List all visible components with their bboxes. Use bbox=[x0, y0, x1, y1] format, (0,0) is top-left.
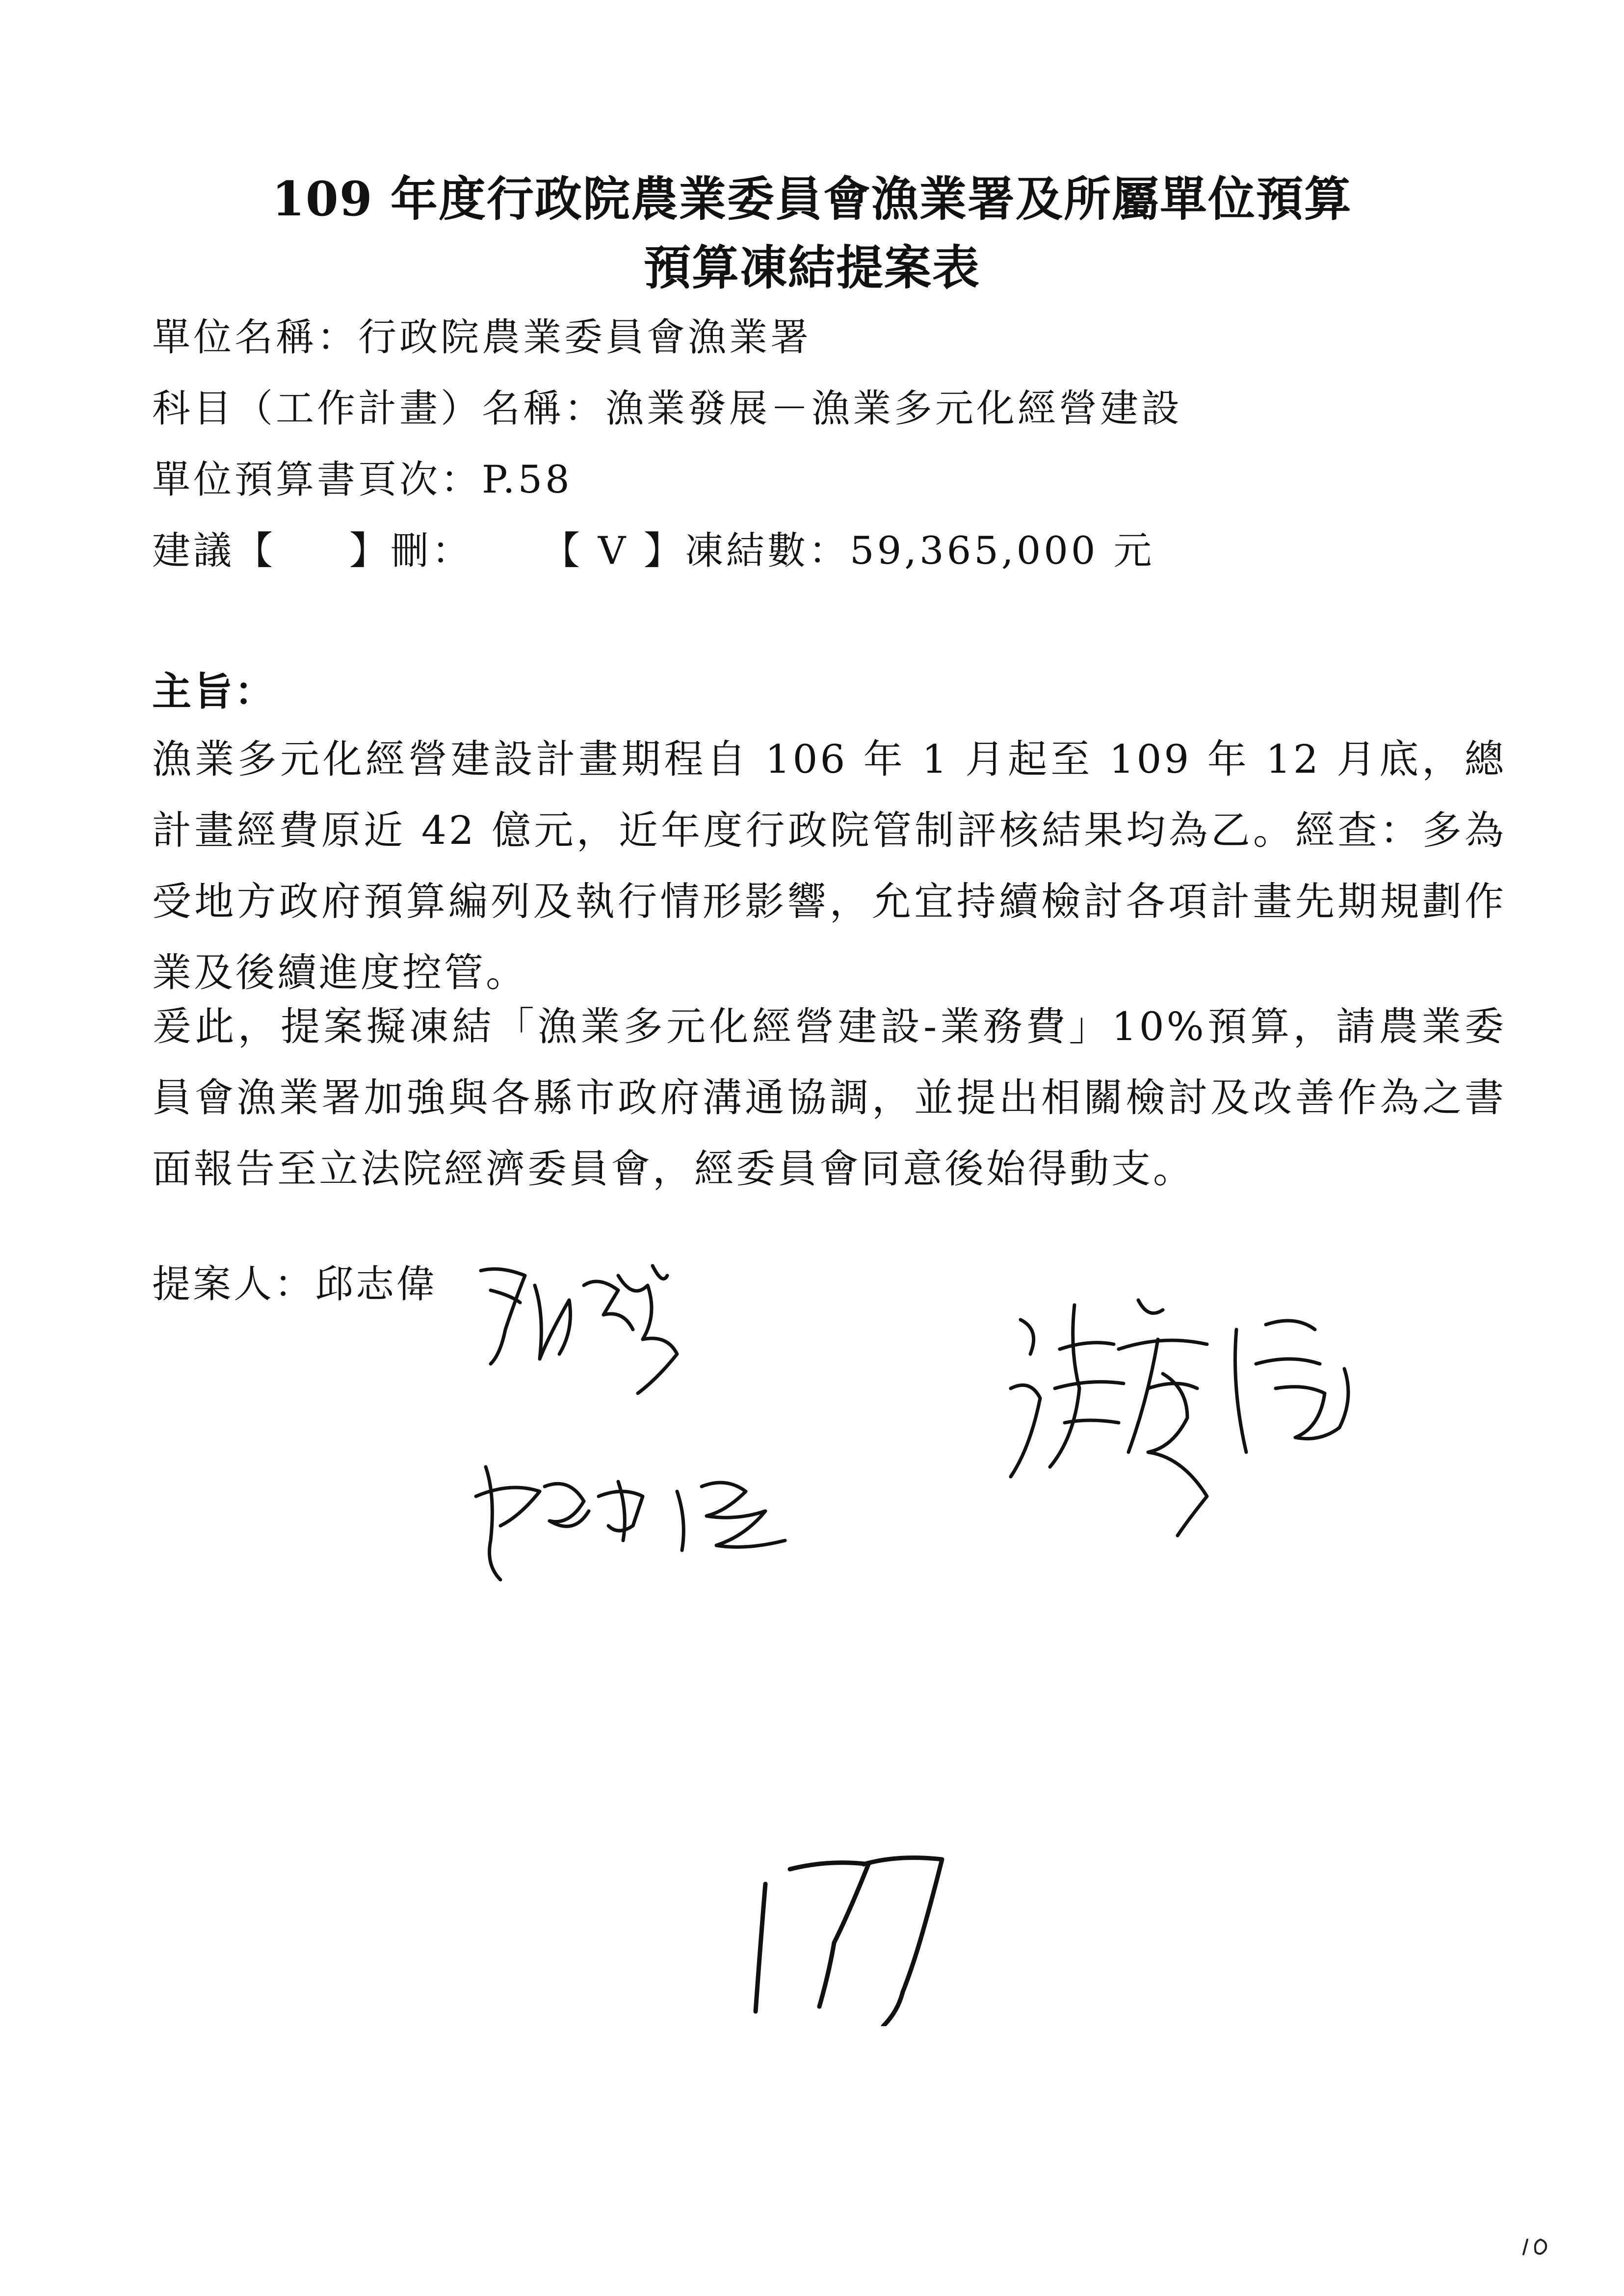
suggestion-line bbox=[152, 520, 1154, 575]
document-title: 109 年度行政院農業委員會漁業署及所屬單位預算 bbox=[272, 171, 1352, 227]
purpose-heading: 主旨： bbox=[152, 668, 276, 714]
purpose-paragraph-1: 漁業多元化經營建設計畫期程自 106 年 1 月起至 109 年 12 月底，總計畫經費原近 42 億元，近年度行政院管制評核結果均為乙。經查：多為受地方政府預算編列及執行情形影響，允宜持續檢討各項計畫先期規劃作業及後續進度控管。 bbox=[152, 736, 1506, 995]
suggest-prefix: 建議【 bbox=[152, 529, 276, 573]
unit-name: 單位名稱：行政院農業委員會漁業署 bbox=[152, 315, 812, 360]
budget-page: 單位預算書頁次：P.58 bbox=[152, 458, 573, 502]
signature-2 bbox=[471, 1437, 790, 1585]
subject-name: 科目（工作計畫）名稱：漁業發展－漁業多元化經營建設 bbox=[152, 387, 1183, 431]
corner-mark bbox=[1519, 2235, 1553, 2261]
document-subtitle: 預算凍結提案表 bbox=[644, 240, 980, 295]
suggest-delete: 】刪： bbox=[349, 529, 473, 573]
signature-3 bbox=[1001, 1290, 1384, 1545]
proposer-label: 提案人：邱志偉 bbox=[152, 1262, 438, 1306]
signature-1 bbox=[471, 1256, 697, 1403]
purpose-paragraph-2: 爰此，提案擬凍結「漁業多元化經營建設-業務費」10%預算，請農業委員會漁業署加強與各縣市政府溝通協調，並提出相關檢討及改善作為之書面報告至立法院經濟委員會，經委員會同意後始得動支。 bbox=[152, 1004, 1506, 1192]
handwritten-page-number bbox=[736, 1845, 952, 2028]
suggest-freeze: 【 V 】凍結數：59,365,000 元 bbox=[542, 529, 1155, 573]
